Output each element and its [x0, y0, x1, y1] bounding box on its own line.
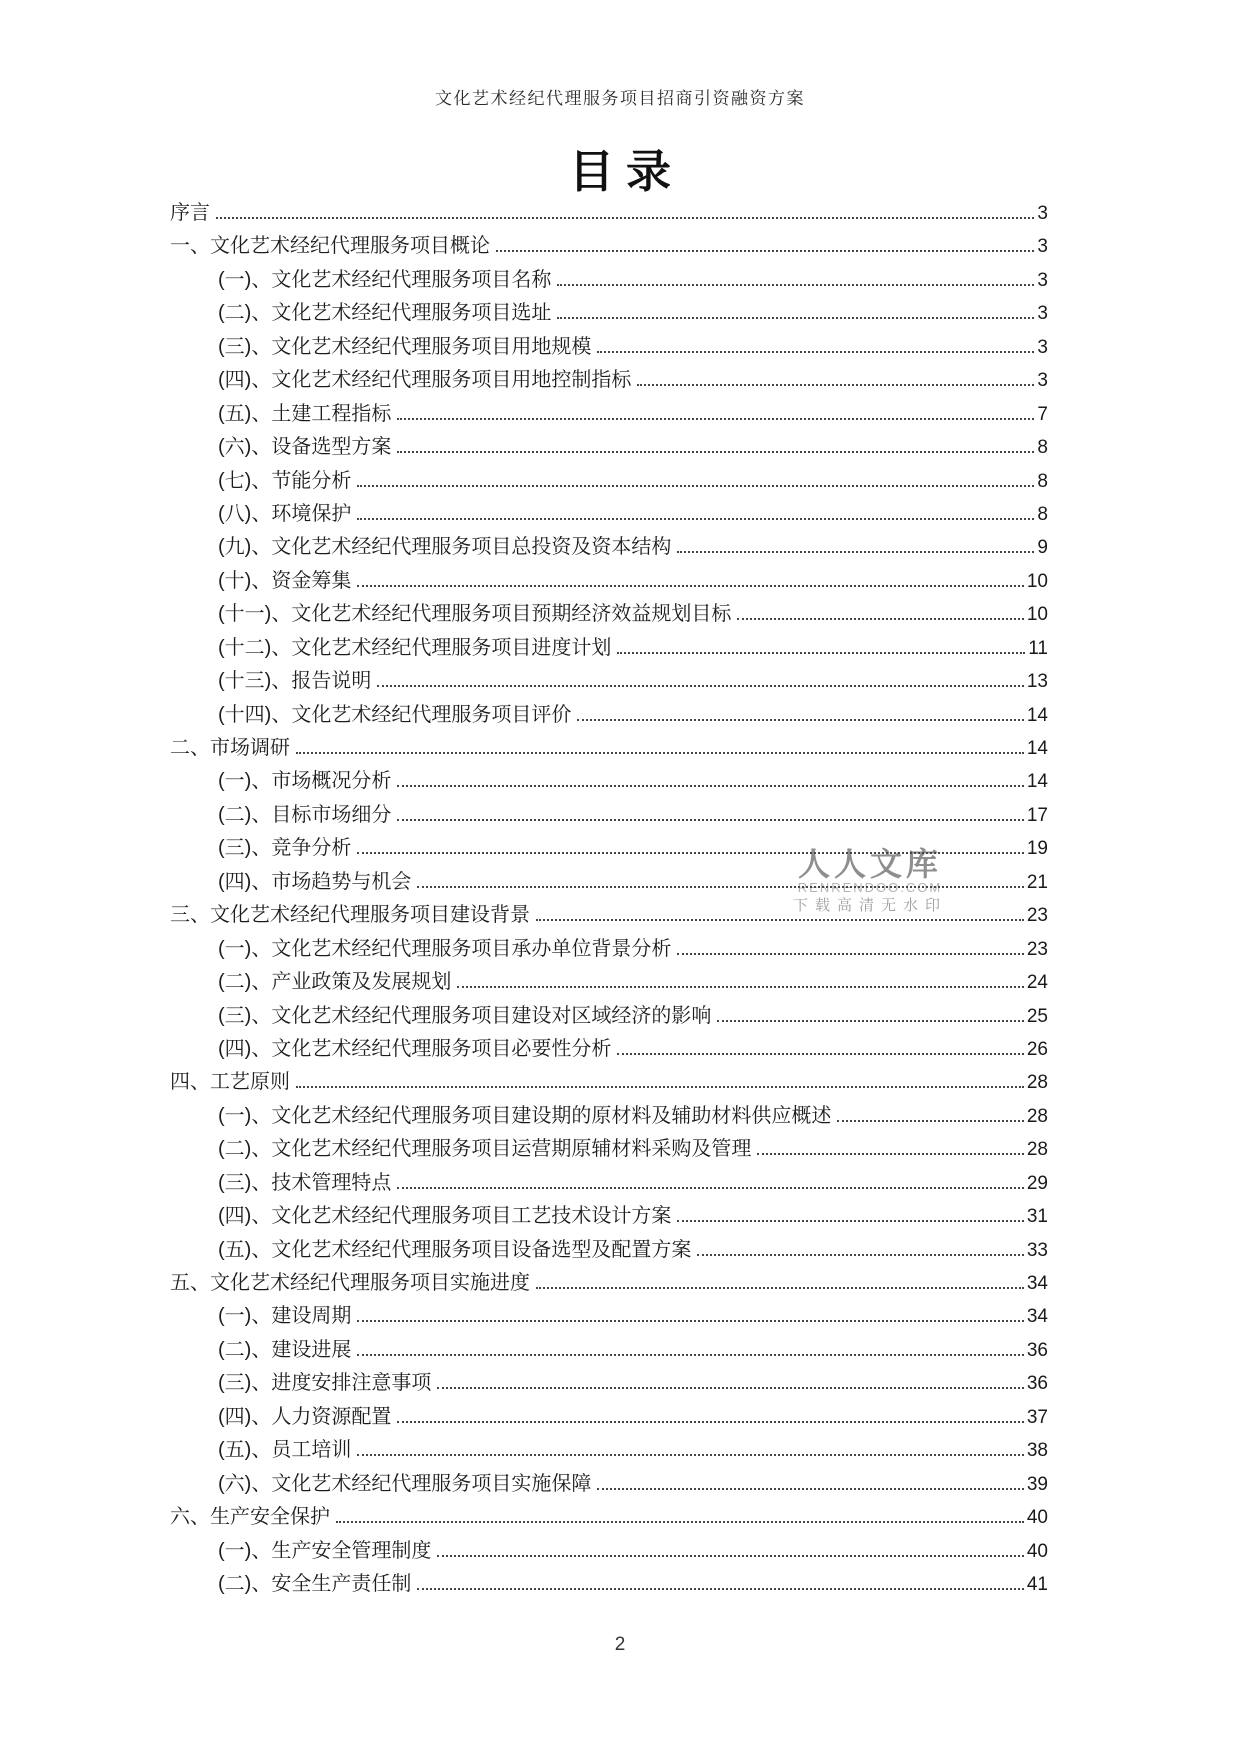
toc-entry: [170, 430, 1048, 463]
toc-entry-page-number: 17: [1026, 804, 1048, 826]
toc-entry-page-number: 7: [1037, 403, 1048, 425]
toc-entry: [170, 1567, 1048, 1600]
toc-entry: [170, 464, 1048, 497]
toc-entry-page-number: 3: [1037, 336, 1048, 358]
toc-entry-page-number: 34: [1026, 1306, 1048, 1328]
dot-leader: [357, 518, 1034, 520]
toc-entry-label: (一)、文化艺术经纪代理服务项目名称: [218, 268, 552, 291]
dot-leader: [457, 986, 1024, 988]
dot-leader: [417, 886, 1024, 888]
toc-entry-page-number: 40: [1026, 1540, 1048, 1562]
toc-entry-label: (四)、文化艺术经纪代理服务项目用地控制指标: [218, 369, 632, 392]
toc-entry-label: (五)、土建工程指标: [218, 402, 392, 425]
toc-entry-page-number: 10: [1026, 604, 1048, 626]
toc-entry-page-number: 3: [1037, 269, 1048, 291]
toc-entry-label: (二)、文化艺术经纪代理服务项目选址: [218, 302, 552, 325]
dot-leader: [677, 1220, 1024, 1222]
toc-entry-label: (三)、文化艺术经纪代理服务项目建设对区域经济的影响: [218, 1004, 712, 1027]
dot-leader: [677, 551, 1034, 553]
toc-entry-page-number: 11: [1028, 637, 1048, 659]
toc-entry-page-number: 9: [1037, 537, 1048, 559]
toc-entry: [170, 1065, 1048, 1098]
dot-leader: [296, 1086, 1024, 1088]
toc-entry-label: (十二)、文化艺术经纪代理服务项目进度计划: [218, 636, 612, 659]
toc-entry-page-number: 39: [1026, 1473, 1048, 1495]
page-title: 目录: [568, 147, 683, 197]
toc-entry: [170, 965, 1048, 998]
table-of-contents: [170, 196, 1048, 1600]
dot-leader: [597, 351, 1034, 353]
dot-leader: [496, 250, 1034, 252]
toc-entry: [170, 597, 1048, 630]
toc-entry: [170, 229, 1048, 262]
toc-entry-page-number: 19: [1026, 838, 1048, 860]
toc-entry-label: (十三)、报告说明: [218, 670, 372, 693]
dot-leader: [757, 1153, 1024, 1155]
toc-entry-label: (四)、文化艺术经纪代理服务项目工艺技术设计方案: [218, 1205, 672, 1228]
dot-leader: [357, 852, 1024, 854]
dot-leader: [637, 384, 1034, 386]
toc-entry-page-number: 34: [1026, 1273, 1048, 1294]
dot-leader: [336, 1521, 1024, 1523]
watermark-brand: 人人文库: [797, 846, 942, 882]
toc-entry-page-number: 21: [1026, 871, 1048, 893]
toc-entry-label: 序言: [170, 202, 210, 224]
toc-entry: [170, 330, 1048, 363]
toc-entry: [170, 798, 1048, 831]
toc-entry-label: (一)、生产安全管理制度: [218, 1539, 432, 1562]
toc-entry: [170, 898, 1048, 931]
toc-entry: [170, 1199, 1048, 1232]
toc-entry: [170, 631, 1048, 664]
toc-entry-label: (二)、目标市场细分: [218, 803, 392, 826]
toc-entry-label: (一)、建设周期: [218, 1305, 352, 1328]
toc-entry-page-number: 31: [1026, 1206, 1048, 1228]
toc-entry: [170, 1299, 1048, 1332]
dot-leader: [397, 451, 1034, 453]
toc-entry-label: (三)、技术管理特点: [218, 1171, 392, 1194]
toc-entry-label: (四)、市场趋势与机会: [218, 870, 412, 893]
toc-entry-page-number: 3: [1037, 370, 1048, 392]
dot-leader: [837, 1120, 1024, 1122]
toc-entry: [170, 1333, 1048, 1366]
toc-entry-page-number: 36: [1026, 1373, 1048, 1395]
toc-entry-label: (十四)、文化艺术经纪代理服务项目评价: [218, 703, 572, 726]
toc-entry-label: (三)、竞争分析: [218, 837, 352, 860]
toc-entry: [170, 1467, 1048, 1500]
toc-entry-page-number: 41: [1026, 1573, 1048, 1595]
toc-entry-label: (二)、建设进展: [218, 1338, 352, 1361]
toc-entry: [170, 296, 1048, 329]
toc-entry-label: 一、文化艺术经纪代理服务项目概论: [170, 235, 490, 258]
toc-entry: [170, 1032, 1048, 1065]
toc-entry-page-number: 28: [1026, 1105, 1048, 1127]
toc-entry: [170, 564, 1048, 597]
dot-leader: [357, 485, 1034, 487]
toc-entry-page-number: 8: [1037, 503, 1048, 525]
dot-leader: [677, 953, 1024, 955]
toc-entry: [170, 698, 1048, 731]
toc-entry-page-number: 33: [1026, 1239, 1048, 1261]
dot-leader: [296, 752, 1024, 754]
dot-leader: [617, 652, 1025, 654]
toc-entry: [170, 263, 1048, 296]
toc-entry-page-number: 36: [1026, 1339, 1048, 1361]
toc-entry-label: (一)、市场概况分析: [218, 770, 392, 793]
toc-entry-page-number: 3: [1037, 303, 1048, 325]
toc-entry-label: (二)、文化艺术经纪代理服务项目运营期原辅材料采购及管理: [218, 1138, 752, 1161]
watermark-tagline: 下载高清无水印: [792, 897, 947, 914]
toc-entry-label: (六)、文化艺术经纪代理服务项目实施保障: [218, 1472, 592, 1495]
toc-entry-label: (四)、人力资源配置: [218, 1405, 392, 1428]
toc-entry: [170, 363, 1048, 396]
toc-entry-label: (十)、资金筹集: [218, 569, 352, 592]
toc-entry-label: (九)、文化艺术经纪代理服务项目总投资及资本结构: [218, 536, 672, 559]
toc-entry-page-number: 8: [1037, 437, 1048, 459]
dot-leader: [557, 317, 1034, 319]
dot-leader: [397, 418, 1034, 420]
toc-entry: [170, 1233, 1048, 1266]
toc-entry-page-number: 8: [1037, 470, 1048, 492]
toc-entry: [170, 1266, 1048, 1299]
dot-leader: [717, 1020, 1024, 1022]
toc-entry-label: (八)、环境保护: [218, 502, 352, 525]
toc-entry-label: (七)、节能分析: [218, 469, 352, 492]
toc-entry: [170, 1366, 1048, 1399]
dot-leader: [397, 819, 1024, 821]
toc-entry: [170, 764, 1048, 797]
toc-entry-label: 三、文化艺术经纪代理服务项目建设背景: [170, 904, 530, 927]
dot-leader: [737, 618, 1024, 620]
toc-entry: [170, 831, 1048, 864]
toc-entry: [170, 497, 1048, 530]
toc-entry-page-number: 28: [1026, 1139, 1048, 1161]
toc-entry-label: (三)、进度安排注意事项: [218, 1372, 432, 1395]
dot-leader: [397, 785, 1024, 787]
dot-leader: [597, 1488, 1024, 1490]
toc-entry-label: (一)、文化艺术经纪代理服务项目建设期的原材料及辅助材料供应概述: [218, 1104, 832, 1127]
toc-entry-page-number: 29: [1026, 1172, 1048, 1194]
toc-entry: [170, 664, 1048, 697]
page-number: 2: [614, 1634, 626, 1655]
dot-leader: [697, 1254, 1024, 1256]
dot-leader: [557, 284, 1034, 286]
dot-leader: [417, 1588, 1024, 1590]
toc-entry-page-number: 14: [1026, 738, 1048, 759]
dot-leader: [536, 1287, 1024, 1289]
dot-leader: [397, 1421, 1024, 1423]
toc-entry-label: (五)、员工培训: [218, 1439, 352, 1462]
toc-entry: [170, 397, 1048, 430]
toc-entry-page-number: 40: [1026, 1507, 1048, 1529]
toc-entry-label: (五)、文化艺术经纪代理服务项目设备选型及配置方案: [218, 1238, 692, 1261]
toc-entry-label: 六、生产安全保护: [170, 1506, 330, 1529]
dot-leader: [437, 1387, 1024, 1389]
dot-leader: [397, 1187, 1024, 1189]
dot-leader: [577, 719, 1024, 721]
dot-leader: [617, 1053, 1024, 1055]
toc-entry-page-number: 14: [1026, 771, 1048, 793]
toc-entry-page-number: 37: [1026, 1406, 1048, 1428]
toc-entry-label: 二、市场调研: [170, 737, 290, 759]
toc-entry: [170, 1534, 1048, 1567]
toc-entry: [170, 1500, 1048, 1533]
watermark-domain: RENRENDOO.COM: [797, 880, 943, 895]
toc-entry: [170, 999, 1048, 1032]
toc-entry-label: (三)、文化艺术经纪代理服务项目用地规模: [218, 335, 592, 358]
toc-entry: [170, 1400, 1048, 1433]
toc-entry-label: (四)、文化艺术经纪代理服务项目必要性分析: [218, 1037, 612, 1060]
dot-leader: [437, 1555, 1024, 1557]
dot-leader: [357, 1454, 1024, 1456]
dot-leader: [357, 1320, 1024, 1322]
toc-entry: [170, 1433, 1048, 1466]
toc-entry: [170, 731, 1048, 764]
toc-entry-page-number: 3: [1037, 236, 1048, 258]
toc-entry-page-number: 28: [1026, 1072, 1048, 1094]
toc-entry-label: (十一)、文化艺术经纪代理服务项目预期经济效益规划目标: [218, 603, 732, 626]
dot-leader: [377, 685, 1024, 687]
toc-entry: [170, 1166, 1048, 1199]
dot-leader: [536, 919, 1024, 921]
toc-entry-page-number: 23: [1026, 905, 1048, 927]
toc-entry: [170, 932, 1048, 965]
toc-entry: [170, 865, 1048, 898]
toc-entry-page-number: 23: [1026, 938, 1048, 960]
toc-entry-page-number: 25: [1026, 1005, 1048, 1027]
dot-leader: [357, 585, 1024, 587]
document-header: 文化艺术经纪代理服务项目招商引资融资方案: [435, 89, 805, 108]
toc-entry-page-number: 24: [1026, 972, 1048, 994]
toc-entry: [170, 1099, 1048, 1132]
toc-entry: [170, 530, 1048, 563]
toc-entry-label: (六)、设备选型方案: [218, 436, 392, 459]
toc-entry-label: 五、文化艺术经纪代理服务项目实施进度: [170, 1272, 530, 1294]
toc-entry-page-number: 3: [1037, 203, 1048, 224]
toc-entry-label: (二)、产业政策及发展规划: [218, 971, 452, 994]
dot-leader: [357, 1354, 1024, 1356]
toc-entry-label: (二)、安全生产责任制: [218, 1572, 412, 1595]
toc-entry-page-number: 10: [1026, 570, 1048, 592]
toc-entry-page-number: 14: [1026, 704, 1048, 726]
toc-entry: [170, 1132, 1048, 1165]
toc-entry: [170, 196, 1048, 229]
toc-entry-label: (一)、文化艺术经纪代理服务项目承办单位背景分析: [218, 937, 672, 960]
toc-entry-page-number: 26: [1026, 1038, 1048, 1060]
toc-entry-page-number: 38: [1026, 1440, 1048, 1462]
toc-entry-label: 四、工艺原则: [170, 1071, 290, 1094]
dot-leader: [216, 217, 1034, 219]
toc-entry-page-number: 13: [1026, 671, 1048, 693]
